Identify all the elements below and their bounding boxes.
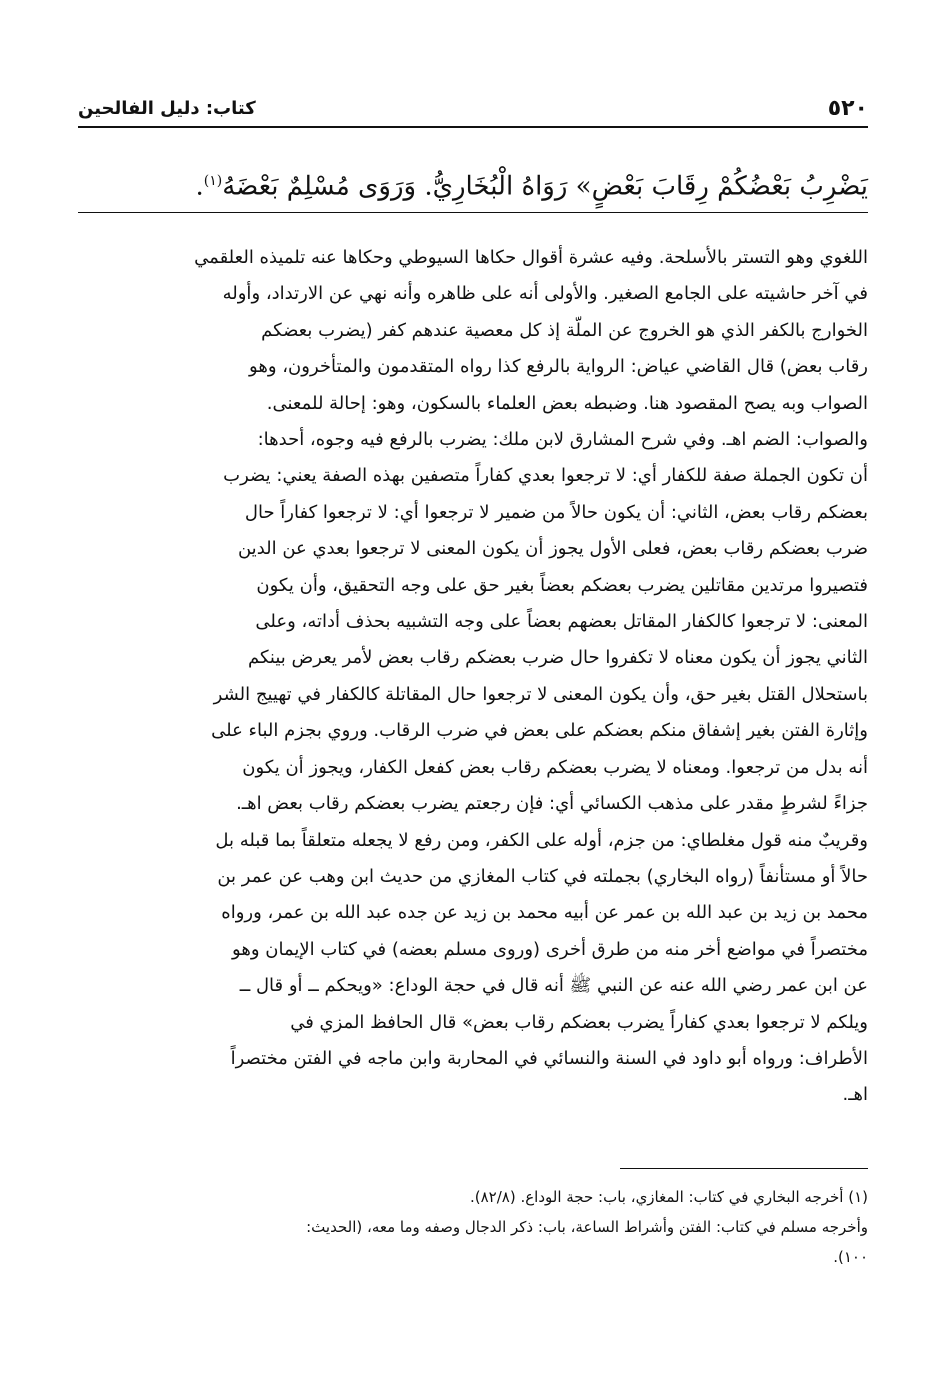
commentary-line: حالاً أو مستأنفاً (رواه البخاري) بجملته في كتاب المغازي من حديث ابن وهب عن عمر بن [217,865,868,887]
commentary-line: الثاني يجوز أن يكون معناه لا تكفروا حال ضرب بعضكم رقاب بعض لأمر يعرض بينكم [247,647,868,669]
commentary-line: رقاب بعض) قال القاضي عياض: الرواية بالرفع كذا رواه المتقدمون والمتأخرون، وهو [249,356,868,378]
footnote-rule [620,1168,868,1169]
footnotes [78,1182,868,1272]
hadith-text: يَضْرِبُ بَعْضُكُمْ رِقَابَ بَعْضٍ» رَوَاهُ الْبُخَارِيُّ. وَرَوَى مُسْلِمٌ بَعْضَهُ$^{(١)}$. [195,171,868,202]
footnote-line: (١) أخرجه البخاري في كتاب: المغازي، باب: حجة الوداع. (٨٢/٨). [469,1188,868,1206]
commentary-line: بعضكم رقاب بعض، الثاني: أن يكون حالاً من ضمير لا ترجعوا أي: لا ترجعوا كفاراً حال [244,501,868,523]
footnote-line: وأخرجه مسلم في كتاب: الفتن وأشراط الساعة، باب: ذكر الدجال وصفه وما معه، (الحديث: [306,1218,868,1236]
commentary-line: اللغوي وهو التستر بالأسلحة. وفيه عشرة أقوال حكاها السيوطي وحكاها عنه تلميذه العلقمي [194,247,868,268]
hadith-line: يَضْرِبُ بَعْضُكُمْ رِقَابَ بَعْضٍ» رَوَاهُ الْبُخَارِيُّ. وَرَوَى مُسْلِمٌ بَعْضَهُ [222,171,868,202]
footnote-line: ١٠٠). [833,1248,868,1266]
header-rule [78,126,868,128]
commentary-line: مختصراً في مواضع أخر منه من طرق أخرى (وروى مسلم بعضه) في كتاب الإيمان وهو [232,938,868,960]
commentary-line: جزاءً لشرطٍ مقدر على مذهب الكسائي أي: فإن رجعتم يضرب بعضكم رقاب بعض اهـ. [236,793,868,815]
commentary-line: الأطراف: ورواه أبو داود في السنة والنسائي في المحاربة وابن ماجه في الفتن مختصراً [230,1047,868,1069]
commentary-line: ويلكم لا ترجعوا بعدي كفاراً يضرب بعضكم رقاب بعض» قال الحافظ المزي في [290,1011,868,1033]
running-title: كتاب: دليل الفالحين [78,97,256,119]
commentary-line: عن ابن عمر رضي الله عنه عن النبي ﷺ أنه قال في حجة الوداع: «ويحكم ــ أو قال ــ [239,975,868,997]
commentary-line: محمد بن زيد بن عبد الله بن عمر عن أبيه محمد بن زيد عن جده عبد الله بن عمر، ورواه [221,902,868,924]
commentary-line: وقريبٌ منه قول مغلطاي: من جزم، أوله على الكفر، ومن رفع لا يجعله متعلقاً بما قبله بل [215,829,868,851]
page-header [78,92,868,124]
commentary-line: الخوارج بالكفر الذي هو الخروج عن الملّة إذ كل معصية عندهم كفر (يضرب بعضكم [261,319,868,341]
page-number: ٥٢٠ [827,95,868,121]
commentary-line: اهـ. [842,1084,868,1106]
commentary-line: الصواب وبه يصح المقصود هنا. وضبطه بعض العلماء بالسكون، وهو: إحالة للمعنى. [266,392,868,414]
commentary-line: فتصيروا مرتدين مقاتلين يضرب بعضكم بعضاً بغير حق على وجه التحقيق، وأن يكون [256,574,868,596]
commentary-line: أن تكون الجملة صفة للكفار أي: لا ترجعوا بعدي كفاراً متصفين بهذه الصفة يعني: يضرب [223,465,868,487]
commentary-line: والصواب: الضم اهـ. وفي شرح المشارق لابن ملك: يضرب بالرفع فيه وجوه، أحدها: [257,429,868,451]
section-rule [78,212,868,213]
commentary-line: ضرب بعضكم رقاب بعض، فعلى الأول يجوز أن يكون المعنى لا ترجعوا بعدي عن الدين [237,538,868,560]
commentary-line: أنه بدل من ترجعوا. ومعناه لا يضرب بعضكم رقاب بعض كفعل الكفار، ويجوز أن يكون [242,756,868,778]
commentary-line: المعنى: لا ترجعوا كالكفار المقاتل بعضهم بعضاً على وجه التشبيه بحذف أداته، وعلى [255,611,868,633]
commentary-line: وإثارة الفتن بغير إشفاق منكم بعضكم على بعض في ضرب الرقاب. وروي بجزم الباء على [211,720,868,742]
commentary-body [78,240,868,1114]
footnote-ref: (١) [203,173,223,189]
commentary-line: في آخر حاشيته على الجامع الصغير. والأولى أنه على ظاهره وأنه نهي عن الارتداد، وأوله [222,283,868,305]
commentary-line: باستحلال القتل بغير حق، وأن يكون المعنى لا ترجعوا حال المقاتلة كالكفار في تهييج الشر [213,683,868,705]
